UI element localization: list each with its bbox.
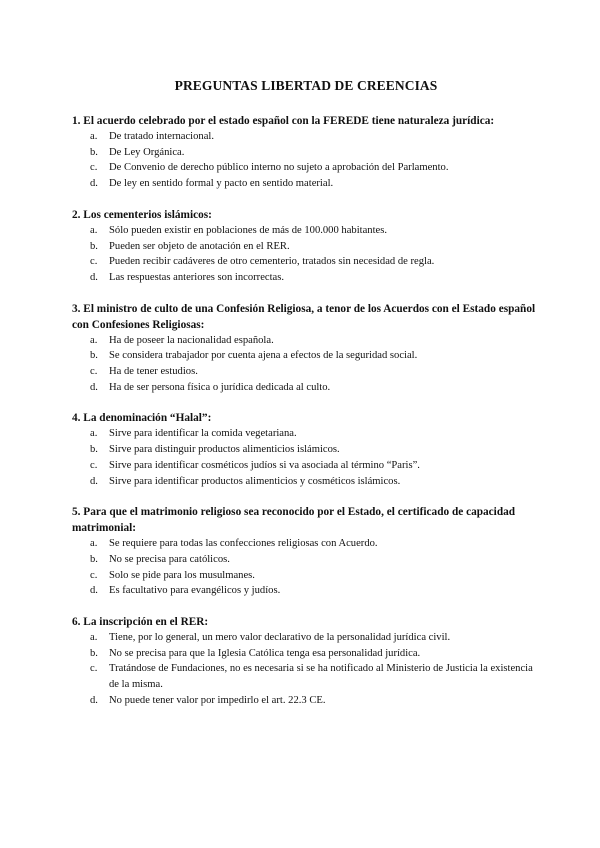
option-item [72, 239, 540, 255]
option-item [72, 176, 540, 192]
option-letter: b. [90, 240, 98, 252]
option-letter: d. [90, 585, 98, 597]
option-text: Ha de tener estudios. [109, 366, 198, 378]
option-item [72, 458, 540, 474]
option-item [72, 552, 540, 568]
option-text: No se precisa para católicos. [109, 553, 230, 565]
option-text: Pueden recibir cadáveres de otro cementerio, tratados sin necesidad de regla. [109, 256, 435, 268]
page-title: PREGUNTAS LIBERTAD DE CREENCIAS [174, 78, 438, 93]
question-text: 4. La denominación “Halal”: [72, 412, 212, 425]
option-list [72, 333, 540, 396]
option-item [72, 270, 540, 286]
option-item [72, 630, 540, 646]
option-letter: b. [90, 647, 98, 659]
option-item [72, 223, 540, 239]
option-letter: a. [90, 131, 98, 142]
option-text: De tratado internacional. [109, 131, 215, 142]
option-text: Las respuestas anteriores son incorrectas. [109, 271, 285, 283]
option-text: Solo se pide para los musulmanes. [109, 569, 255, 581]
option-letter: c. [90, 569, 98, 581]
question-text: 3. El ministro de culto de una Confesión Religiosa, a tenor de los Acuerdos con el Estado español con Confesiones Religiosas: [72, 302, 536, 331]
option-letter: c. [90, 663, 98, 675]
option-text: Sirve para identificar la comida vegetariana. [109, 428, 297, 440]
option-list [72, 536, 540, 599]
option-letter: a. [90, 224, 98, 236]
option-text: No puede tener valor por impedirlo el art. 22.3 CE. [109, 694, 326, 706]
option-item [72, 474, 540, 490]
option-text: Tiene, por lo general, un mero valor declarativo de la personalidad jurídica civil. [109, 632, 451, 644]
option-item [72, 129, 540, 145]
option-letter: d. [90, 381, 98, 393]
option-item [72, 333, 540, 349]
option-item [72, 661, 540, 692]
question-2 [72, 207, 540, 286]
option-text: Ha de poseer la nacionalidad española. [109, 334, 274, 346]
option-text: De Convenio de derecho público interno no sujeto a aprobación del Parlamento. [109, 162, 449, 174]
option-item [72, 160, 540, 176]
question-4 [72, 410, 540, 489]
option-text: No se precisa para que la Iglesia Católica tenga esa personalidad jurídica. [109, 647, 421, 659]
option-item [72, 364, 540, 380]
option-item [72, 536, 540, 552]
option-item [72, 583, 540, 599]
option-text: De Ley Orgánica. [109, 146, 185, 158]
option-item [72, 348, 540, 364]
question-6 [72, 614, 540, 709]
option-letter: d. [90, 271, 98, 283]
option-letter: c. [90, 366, 98, 378]
option-letter: c. [90, 459, 98, 471]
option-letter: a. [90, 334, 98, 346]
option-letter: d. [90, 475, 98, 487]
option-item [72, 442, 540, 458]
option-letter: a. [90, 428, 98, 440]
option-letter: d. [90, 178, 98, 190]
option-text: Es facultativo para evangélicos y judíos. [109, 585, 281, 597]
question-5 [72, 504, 540, 599]
option-text: Se requiere para todas las confecciones religiosas con Acuerdo. [109, 538, 378, 550]
option-letter: c. [90, 256, 98, 268]
option-letter: a. [90, 538, 98, 550]
option-item [72, 254, 540, 270]
option-item [72, 145, 540, 161]
option-item [72, 646, 540, 662]
option-text: Sirve para identificar productos alimenticios y cosméticos islámicos. [109, 475, 401, 487]
option-text: Sólo pueden existir en poblaciones de más de 100.000 habitantes. [109, 224, 388, 236]
option-text: De ley en sentido formal y pacto en sentido material. [109, 178, 334, 190]
option-letter: b. [90, 350, 98, 362]
option-item [72, 380, 540, 396]
option-text: Sirve para distinguir productos alimenticios islámicos. [109, 444, 340, 456]
option-letter: b. [90, 444, 98, 456]
option-letter: a. [90, 632, 98, 644]
question-text: 6. La inscripción en el RER: [72, 616, 209, 629]
question-text: 2. Los cementerios islámicos: [72, 208, 212, 221]
question-text: 5. Para que el matrimonio religioso sea reconocido por el Estado, el certificado de capacidad matrimonial: [72, 506, 516, 535]
option-list [72, 426, 540, 489]
option-item [72, 426, 540, 442]
option-item [72, 568, 540, 584]
option-letter: b. [90, 146, 98, 158]
question-1 [72, 113, 540, 192]
option-text: Pueden ser objeto de anotación en el RER. [109, 240, 290, 252]
option-list [72, 129, 540, 192]
option-letter: c. [90, 162, 98, 174]
question-3 [72, 301, 540, 396]
option-text: Se considera trabajador por cuenta ajena a efectos de la seguridad social. [109, 350, 418, 362]
option-text: Ha de ser persona física o jurídica dedicada al culto. [109, 381, 331, 393]
option-list [72, 630, 540, 709]
option-text: Sirve para identificar cosméticos judíos si va asociada al término “Paris”. [109, 459, 420, 471]
option-text: Tratándose de Fundaciones, no es necesaria si se ha notificado al Ministerio de Justicia la existencia de la misma. [109, 663, 533, 691]
option-letter: b. [90, 553, 98, 565]
question-text: 1. El acuerdo celebrado por el estado español con la FEREDE tiene naturaleza jurídica: [72, 115, 495, 127]
option-letter: d. [90, 694, 98, 706]
question-list [72, 113, 540, 724]
option-list [72, 223, 540, 286]
option-item [72, 693, 540, 709]
